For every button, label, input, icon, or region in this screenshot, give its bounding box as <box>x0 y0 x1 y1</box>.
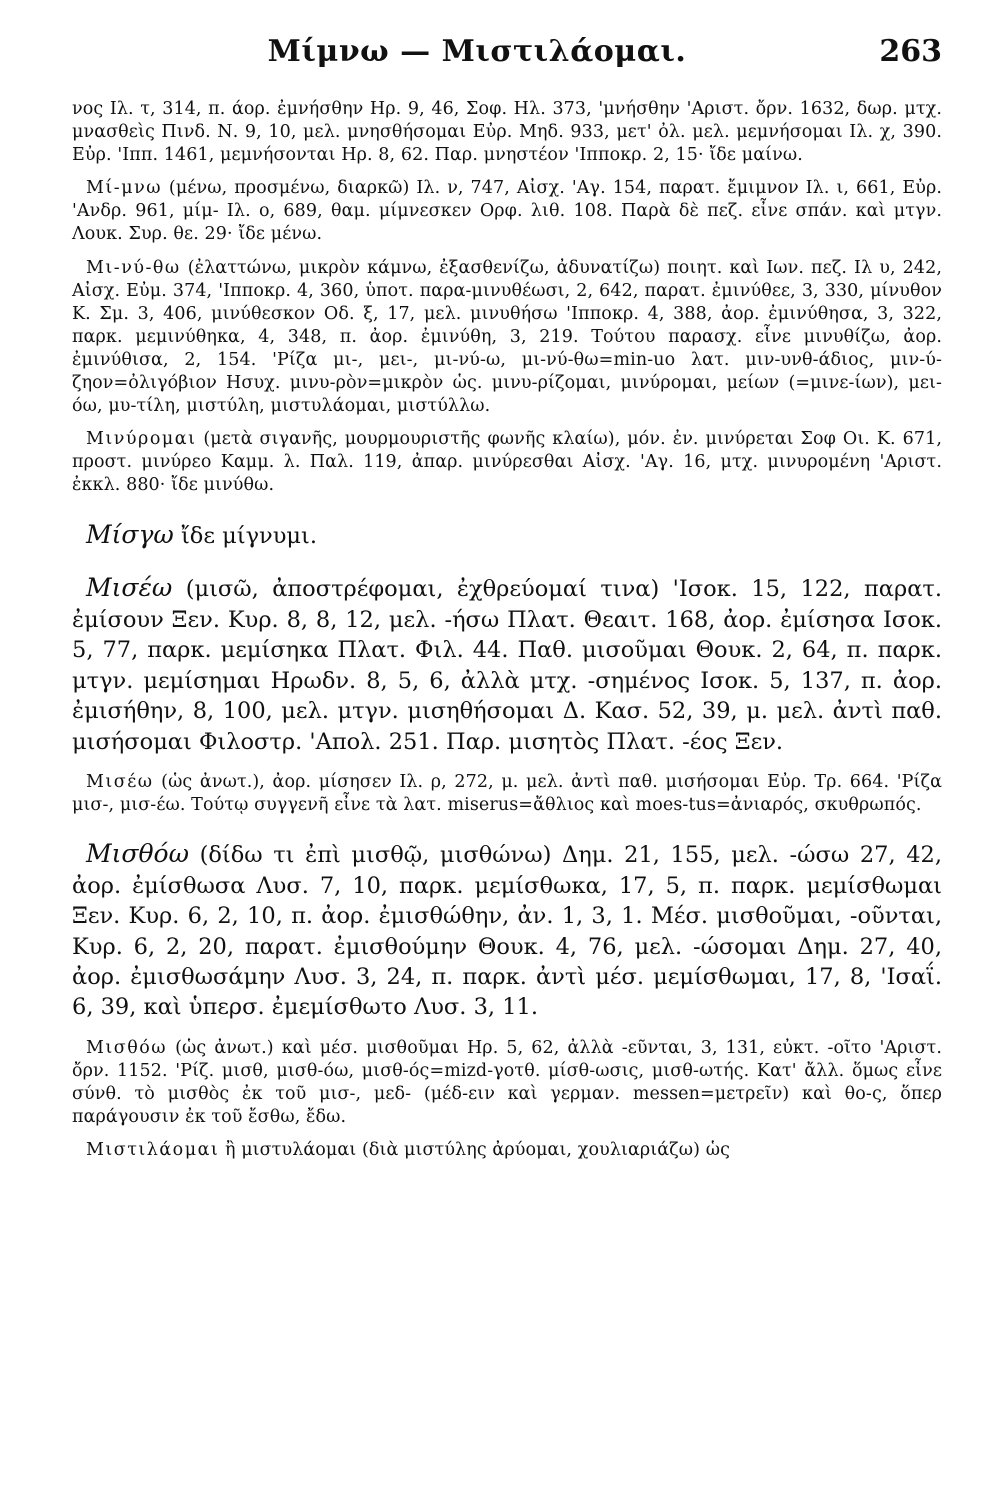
entry-misthoo-poetic <box>72 1037 942 1129</box>
entry-minyromai <box>72 428 942 497</box>
entry-text: ἢ μιστυλάομαι (διὰ μιστύλης ἀρύομαι, χουλιαριάζω) ὡς <box>219 1140 730 1161</box>
entry-headword: Μίσγω <box>86 519 174 549</box>
entry-mimno <box>72 177 942 246</box>
entry-misgo <box>72 518 942 552</box>
entry-text: (μισῶ, ἀποστρέφομαι, ἐχθρεύομαί τινα) 'Ισοκ. 15, 122, παρατ. ἐμίσουν Ξεν. Κυρ. 8, 8, 12, μελ. -ήσω Πλατ. Θεαιτ. 168, ἀορ. ἐμίσησα Ισοκ. 5, 77, παρκ. μεμίσηκα Πλατ. Φιλ. 44. Παθ. μισοῦμαι Θουκ. 2, 64, π. παρκ. μτγν. μεμίσημαι Ηρωδν. 8, 5, 6, ἀλλὰ μτχ. -σημένος Ισοκ. 5, 137, π. ἀορ. ἐμισήθην, 8, 100, μελ. μτγν. μισηθήσομαι Δ. Κασ. 52, 39, μ. μελ. ἀντὶ παθ. μισήσομαι Φιλοστρ. 'Απολ. 251. Παρ. μισητὸς Πλατ. -έος Ξεν. <box>72 576 942 755</box>
entry-miseo-poetic <box>72 771 942 817</box>
entry-headword: Μισθόω <box>86 1037 168 1058</box>
entry-headword: Μινύρομαι <box>86 429 197 450</box>
entry-headword: Μι-νύ-θω <box>86 257 181 278</box>
entry-text: (ὡς ἀνωτ.), ἀορ. μίσησεν Ιλ. ρ, 272, μ. μελ. ἀντὶ παθ. μισήσομαι Εὐρ. Τρ. 664. 'Ρίζα μισ-, μισ-έω. Τούτῳ συγγενῆ εἶνε τὰ λατ. miserus=ἄθλιος καὶ moes-tus=ἀνιαρός, σκυθρωπός. <box>72 771 942 815</box>
entry-text: ἴδε μίγνυμι. <box>173 522 317 549</box>
entry-headword: Μισθόω <box>86 839 189 869</box>
entry-text: νος Ιλ. τ, 314, π. άορ. ἐμνήσθην Ηρ. 9, 46, Σοφ. Ηλ. 373, 'μνήσθην 'Αριστ. ὄρν. 1632, δωρ. μτχ. μνασθεὶς Πινδ. Ν. 9, 10, μελ. μνησθήσομαι Εὐρ. Μηδ. 933, μετ' ὀλ. μελ. μεμνήσομαι Ιλ. χ, 390. Εὐρ. 'Ιππ. 1461, μεμνήσονται Ηρ. 8, 62. Παρ. μνηστέον 'Ιπποκρ. 2, 15· ἴδε μαίνω. <box>72 99 942 166</box>
entry-headword: Μιστιλάομαι <box>86 1140 220 1161</box>
running-title: Μίμνω — Μιστιλάομαι. <box>267 34 687 69</box>
entry-text: (μετὰ σιγανῆς, μουρμουριστῆς φωνῆς κλαίω), μόν. ἐν. μινύρεται Σοφ Οι. Κ. 671, προστ. μινύρεο Καμμ. λ. Παλ. 119, ἀπαρ. μινύρεσθαι Αἰσχ. 'Αγ. 16, μτχ. μινυρομένη 'Αριστ. ἐκκλ. 880· ἴδε μινύθω. <box>72 429 942 496</box>
entry-text: (ἐλαττώνω, μικρὸν κάμνω, ἐξασθενίζω, ἀδυνατίζω) ποιητ. καὶ Ιων. πεζ. Ιλ υ, 242, Αἰσχ. Εὐμ. 374, 'Ιπποκρ. 4, 360, ὑποτ. παρα-μινυθέωσι, 2, 642, παρατ. ἐμινύθεε, 3, 330, μίνυθον Κ. Σμ. 3, 406, μινύθεσκον Οδ. ξ, 17, μελ. μινυθήσω 'Ιπποκρ. 4, 388, ἀορ. ἐμινύθησα, 3, 322, παρκ. μεμινύθηκα, 4, 348, π. ἀορ. ἐμινύθη, 3, 219. Τούτου παρασχ. εἶνε μινυθίζω, ἀορ. ἐμινύθισα, 2, 154. 'Ρίζα μι-, μει-, μι-νύ-ω, μι-νύ-θω=min-uo λατ. μιν-υνθ-άδιος, μιν-ύ-ζηον=ὀλιγόβιον Ησυχ. μινυ-ρὸν=μικρὸν ὡς. μινυ-ρίζομαι, μινύρομαι, μείων (=μινε-ίων), μει-όω, μυ-τίλη, μιστύλη, μιστυλάομαι, μιστύλλω. <box>72 257 942 417</box>
page-header <box>72 28 942 88</box>
entry-headword: Μί-μνω <box>86 178 162 199</box>
entry-text: (ὡς ἀνωτ.) καὶ μέσ. μισθοῦμαι Ηρ. 5, 62, ἀλλὰ -εῦνται, 3, 131, εὐκτ. -οῖτο 'Αριστ. ὄρν. 1152. 'Ρίζ. μισθ, μισθ-όω, μισθ-ός=mizd-γοτθ. μίσθ-ωσις, μισθ-ωτής. Κατ' ἄλλ. ὅμως εἶνε σύνθ. τὸ μισθὸς ἐκ τοῦ μισ-, μεδ- (μέδ-ειν καὶ γερμαν. messen=μετρεῖν) καὶ θο-ς, ὅπερ παράγουσιν ἐκ τοῦ ἔσθω, ἔδω. <box>72 1037 942 1127</box>
entry-text: (δίδω τι ἐπὶ μισθῷ, μισθώνω) Δημ. 21, 155, μελ. -ώσω 27, 42, ἀορ. ἐμίσθωσα Λυσ. 7, 10, παρκ. μεμίσθωκα, 17, 5, π. παρκ. μεμίσθωμαι Ξεν. Κυρ. 6, 2, 10, π. ἀορ. ἐμισθώθην, ἀν. 1, 3, 1. Μέσ. μισθοῦμαι, -οῦνται, Κυρ. 6, 2, 20, παρατ. ἐμισθούμην Θουκ. 4, 76, μελ. -ώσομαι Δημ. 27, 40, ἀορ. ἐμισθωσάμην Λυσ. 3, 24, π. παρκ. ἀντὶ μέσ. μεμίσθωμαι, 17, 8, 'Ισαΐ. 6, 39, καὶ ὑπερσ. ἐμεμίσθωτο Λυσ. 3, 11. <box>72 842 942 1021</box>
entry-minytho <box>72 257 942 419</box>
entry-headword: Μισέω <box>86 573 173 603</box>
entry-text: (μένω, προσμένω, διαρκῶ) Ιλ. ν, 747, Αἰσχ. 'Αγ. 154, παρατ. ἔμιμνον Ιλ. ι, 661, Εὐρ. 'Ανδρ. 961, μίμ- Ιλ. ο, 689, θαμ. μίμνεσκεν Ορφ. λιθ. 108. Παρὰ δὲ πεζ. εἶνε σπάν. καὶ μτγν. Λουκ. Συρ. θε. 29· ἴδε μένω. <box>72 178 942 245</box>
page-number: 263 <box>879 34 942 69</box>
entry-headword: Μισέω <box>86 771 154 792</box>
entry-mistilaomai <box>72 1139 942 1162</box>
entry-continuation <box>72 98 942 167</box>
entry-misthoo <box>72 837 942 1023</box>
entry-miseo <box>72 571 942 757</box>
